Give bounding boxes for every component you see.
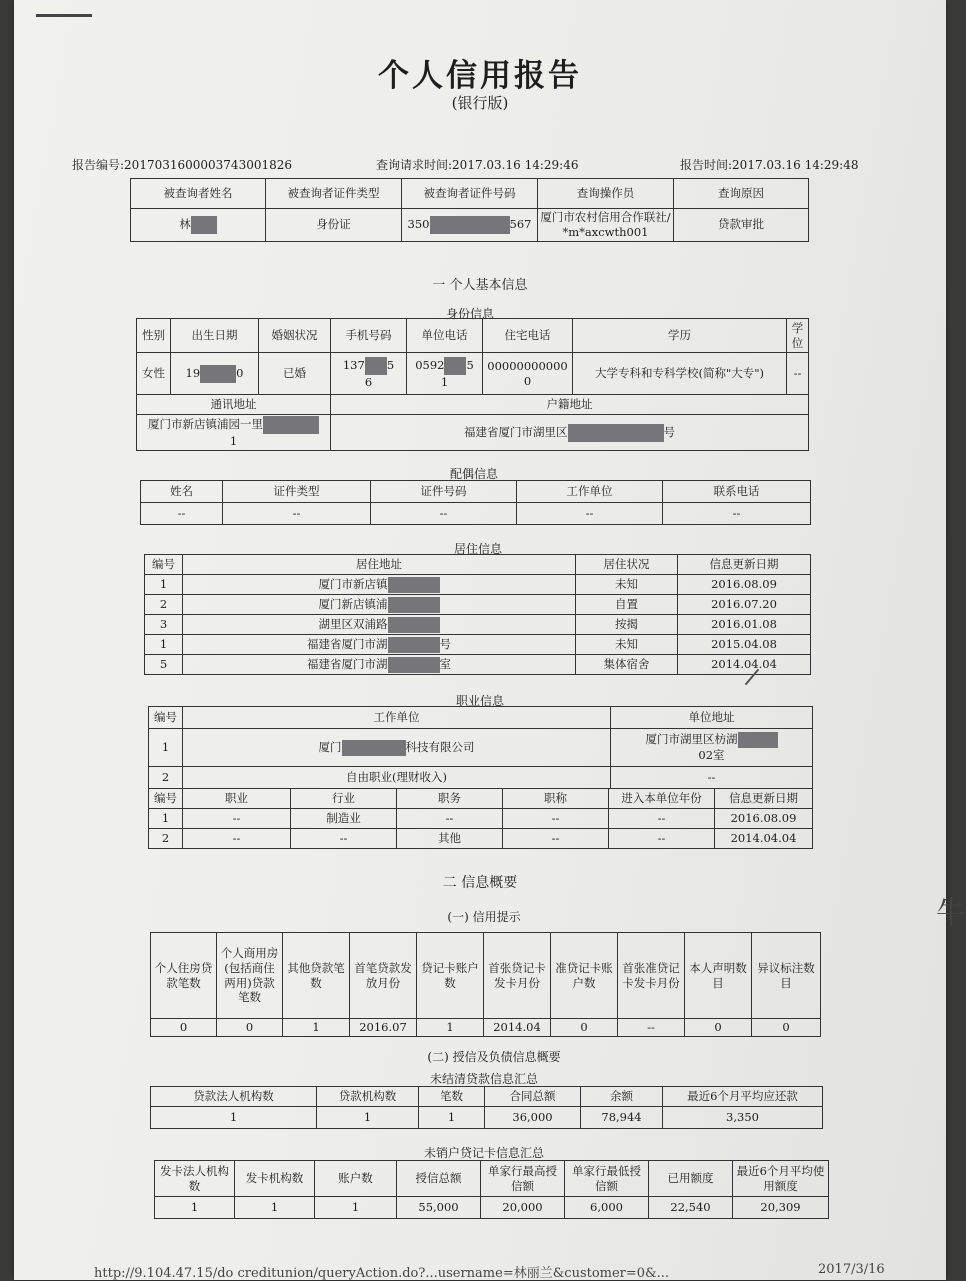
credit-hint-table <box>150 932 821 1037</box>
cards-header: 最近6个月平均使用额度 <box>733 1161 829 1197</box>
credit-hint-value: -- <box>618 1019 685 1037</box>
report-paper <box>14 0 966 1281</box>
birth-suffix: 0 <box>236 365 244 380</box>
loans-value: 1 <box>317 1107 419 1129</box>
workphone-tail: 1 <box>440 375 449 390</box>
residence-no: 2 <box>145 595 183 615</box>
identity-mobile-cell <box>331 353 407 395</box>
occupation-header: 职务 <box>397 789 503 809</box>
identity-marital: 已婚 <box>259 353 331 395</box>
residence-addr-cell <box>183 635 576 655</box>
identity-homephone-cell <box>483 353 573 395</box>
mail-addr: 厦门市新店镇浦园一里 <box>148 417 263 432</box>
redaction-block <box>342 740 406 756</box>
occupation-header: 职业 <box>183 789 291 809</box>
cards-value: 20,000 <box>481 1197 565 1219</box>
credit-hint-header: 首张准贷记卡发卡月份 <box>618 933 685 1019</box>
residence-addr-cell <box>183 595 576 615</box>
redaction-block <box>388 577 440 593</box>
redaction-block <box>388 637 440 653</box>
loans-value: 78,944 <box>581 1107 663 1129</box>
top-dash <box>36 14 92 17</box>
query-header: 被查询者证件号码 <box>402 179 538 209</box>
identity-gender: 女性 <box>137 353 171 395</box>
occupation-table <box>148 706 813 789</box>
loans-header: 最近6个月平均应还款 <box>663 1087 823 1107</box>
query-id-suffix: 567 <box>509 216 532 231</box>
spouse-title: 配偶信息 <box>449 467 498 481</box>
cards-value: 20,309 <box>733 1197 829 1219</box>
residence-addr: 厦门市新店镇 <box>318 576 388 591</box>
query-header: 被查询者证件类型 <box>266 179 402 209</box>
reg-addr-cell <box>331 415 809 451</box>
occupation-unit-suffix: 科技有限公司 <box>405 739 475 754</box>
residence-table <box>144 554 811 675</box>
query-name-cell <box>131 209 266 242</box>
cards-value: 22,540 <box>649 1197 733 1219</box>
residence-date: 2015.04.08 <box>678 635 811 655</box>
occupation-no: 2 <box>149 767 183 789</box>
residence-no: 1 <box>145 575 183 595</box>
table-row <box>149 829 813 849</box>
credit-hint-header: 异议标注数目 <box>752 933 821 1019</box>
loans-header: 余额 <box>581 1087 663 1107</box>
redaction-block <box>568 424 664 442</box>
query-operator: 厦门市农村信用合作联社/*m*axcwth001 <box>538 209 674 242</box>
cards-header: 发卡机构数 <box>235 1161 315 1197</box>
loans-value: 3,350 <box>663 1107 823 1129</box>
redaction-block <box>263 416 319 434</box>
occupation-position: 其他 <box>397 829 503 849</box>
occupation-header: 信息更新日期 <box>715 789 813 809</box>
occupation-title: 职业信息 <box>455 694 504 708</box>
section1-title: 一 个人基本信息 <box>432 278 528 293</box>
cards-header: 已用额度 <box>649 1161 733 1197</box>
residence-no: 1 <box>145 635 183 655</box>
redaction-block <box>388 617 440 633</box>
spouse-value: -- <box>141 503 223 525</box>
reg-addr-label: 户籍地址 <box>331 395 809 415</box>
occupation-unit-prefix: 厦门 <box>318 739 342 754</box>
loans-value: 1 <box>151 1107 317 1129</box>
workphone-suffix: 5 <box>466 358 474 373</box>
credit-hint-value: 1 <box>283 1019 350 1037</box>
identity-table <box>136 318 809 395</box>
spouse-value: -- <box>663 503 811 525</box>
cards-header: 账户数 <box>315 1161 397 1197</box>
credit-hint-value: 1 <box>417 1019 484 1037</box>
residence-no: 5 <box>145 655 183 675</box>
residence-addr-cell <box>183 575 576 595</box>
table-row <box>145 595 811 615</box>
occupation-header: 职称 <box>503 789 609 809</box>
residence-addr: 福建省厦门市湖 <box>307 656 388 671</box>
identity-workphone-cell <box>407 353 483 395</box>
redaction-block <box>388 597 440 613</box>
reg-addr-suffix: 号 <box>663 424 675 439</box>
spouse-header: 联系电话 <box>663 481 811 503</box>
loans-title: 未结清贷款信息汇总 <box>429 1072 538 1086</box>
residence-date: 2016.08.09 <box>678 575 811 595</box>
occupation-job: -- <box>183 809 291 829</box>
identity-header: 出生日期 <box>171 319 259 353</box>
residence-addr: 厦门新店镇浦 <box>318 596 388 611</box>
table-row <box>145 575 811 595</box>
reg-addr: 福建省厦门市湖里区 <box>464 424 568 439</box>
spouse-header: 工作单位 <box>517 481 663 503</box>
mobile-tail: 6 <box>364 375 373 390</box>
spouse-header: 证件号码 <box>371 481 517 503</box>
residence-header: 居住地址 <box>183 555 576 575</box>
residence-status: 自置 <box>576 595 678 615</box>
query-reason: 贷款审批 <box>674 209 809 242</box>
table-row <box>149 767 813 789</box>
residence-date: 2016.01.08 <box>678 615 811 635</box>
credit-hint-header: 本人声明数目 <box>685 933 752 1019</box>
redaction-block <box>738 732 778 748</box>
occupation-date: 2016.08.09 <box>715 809 813 829</box>
occupation-unit-cell <box>183 729 611 767</box>
loans-header: 贷款机构数 <box>317 1087 419 1107</box>
table-row <box>145 615 811 635</box>
cards-header: 单家行最高授信额 <box>481 1161 565 1197</box>
cards-value: 55,000 <box>397 1197 481 1219</box>
loans-header: 贷款法人机构数 <box>151 1087 317 1107</box>
residence-addr: 福建省厦门市湖 <box>307 636 388 651</box>
identity-birth-cell <box>171 353 259 395</box>
identity-header: 手机号码 <box>331 319 407 353</box>
credit-hint-value: 0 <box>551 1019 618 1037</box>
credit-hint-header: 首张贷记卡发卡月份 <box>484 933 551 1019</box>
residence-addr-cell <box>183 655 576 675</box>
redaction-block <box>444 357 466 375</box>
spouse-value: -- <box>223 503 371 525</box>
residence-status: 未知 <box>576 575 678 595</box>
debt-summary-title: (二) 授信及负债信息概要 <box>427 1050 561 1064</box>
residence-status: 按揭 <box>576 615 678 635</box>
spouse-value: -- <box>517 503 663 525</box>
query-name: 林 <box>179 216 191 231</box>
residence-addr-suffix: 室 <box>439 656 451 671</box>
identity-header: 性别 <box>137 319 171 353</box>
credit-hint-header: 个人商用房(包括商住两用)贷款笔数 <box>217 933 283 1019</box>
spouse-table <box>140 480 811 525</box>
residence-addr-suffix: 号 <box>439 636 451 651</box>
query-header: 查询操作员 <box>538 179 674 209</box>
residence-header: 编号 <box>145 555 183 575</box>
occupation-industry: 制造业 <box>291 809 397 829</box>
query-header: 查询原因 <box>674 179 809 209</box>
occupation-year: -- <box>609 809 715 829</box>
occupation-no: 2 <box>149 829 183 849</box>
occupation-header: 单位地址 <box>611 707 813 729</box>
redaction-block <box>365 357 387 375</box>
loans-table <box>150 1086 823 1129</box>
query-id-prefix: 350 <box>407 216 430 231</box>
loans-header: 笔数 <box>419 1087 485 1107</box>
residence-date: 2014.04.04 <box>678 655 811 675</box>
credit-hint-value: 0 <box>752 1019 821 1037</box>
query-header: 被查询者姓名 <box>131 179 266 209</box>
homephone: 00000000000 <box>487 358 568 373</box>
occupation-unit: 自由职业(理财收入) <box>183 767 611 789</box>
identity-header: 婚姻状况 <box>259 319 331 353</box>
cards-header: 单家行最低授信额 <box>565 1161 649 1197</box>
occupation-title-cell: -- <box>503 809 609 829</box>
cards-table <box>154 1160 829 1219</box>
residence-header: 居住状况 <box>576 555 678 575</box>
credit-hint-header: 个人住房贷款笔数 <box>151 933 217 1019</box>
mobile-prefix: 137 <box>342 358 365 373</box>
spouse-value: -- <box>371 503 517 525</box>
workphone-prefix: 0592 <box>415 358 445 373</box>
credit-hint-value: 0 <box>685 1019 752 1037</box>
occupation-addr-tail: 02室 <box>698 748 725 763</box>
credit-hint-header: 首笔贷款发放月份 <box>350 933 417 1019</box>
loans-value: 1 <box>419 1107 485 1129</box>
occupation-header: 进入本单位年份 <box>609 789 715 809</box>
identity-header: 学位 <box>787 319 809 353</box>
homephone-tail: 0 <box>523 373 532 388</box>
residence-title: 居住信息 <box>453 542 502 556</box>
cards-value: 6,000 <box>565 1197 649 1219</box>
credit-hint-header: 其他贷款笔数 <box>283 933 350 1019</box>
section2-title: 二 信息概要 <box>442 875 518 891</box>
occupation-addr-cell <box>611 729 813 767</box>
cards-title: 未销户贷记卡信息汇总 <box>423 1146 544 1160</box>
residence-header: 信息更新日期 <box>678 555 811 575</box>
query-id-type: 身份证 <box>266 209 402 242</box>
redaction-block <box>200 365 236 383</box>
credit-hint-value: 0 <box>217 1019 283 1037</box>
mail-addr-tail: 1 <box>229 434 238 449</box>
cards-header: 发卡法人机构数 <box>155 1161 235 1197</box>
occupation-no: 1 <box>149 729 183 767</box>
credit-hint-value: 2016.07 <box>350 1019 417 1037</box>
report-number: 报告编号:2017031600003743001826 <box>72 158 293 172</box>
occupation-header: 行业 <box>291 789 397 809</box>
cards-header: 授信总额 <box>397 1161 481 1197</box>
identity-header: 住宅电话 <box>483 319 573 353</box>
credit-hint-title: (一) 信用提示 <box>447 910 521 924</box>
cards-value: 1 <box>235 1197 315 1219</box>
occupation-job: -- <box>183 829 291 849</box>
occupation-header: 编号 <box>149 789 183 809</box>
residence-no: 3 <box>145 615 183 635</box>
occupation-year: -- <box>609 829 715 849</box>
cards-value: 1 <box>155 1197 235 1219</box>
birth-prefix: 19 <box>185 365 201 380</box>
occupation-addr: 厦门市湖里区枋湖 <box>645 732 738 747</box>
identity-header: 单位电话 <box>407 319 483 353</box>
cards-value: 1 <box>315 1197 397 1219</box>
table-row <box>149 729 813 767</box>
report-time: 报告时间:2017.03.16 14:29:48 <box>680 158 859 172</box>
credit-hint-value: 2014.04 <box>484 1019 551 1037</box>
occupation-addr: -- <box>611 767 813 789</box>
report-subtitle: (银行版) <box>451 94 509 112</box>
residence-status: 未知 <box>576 635 678 655</box>
spouse-header: 姓名 <box>141 481 223 503</box>
residence-status: 集体宿舍 <box>576 655 678 675</box>
identity-education: 大学专科和专科学校(简称"大专") <box>573 353 787 395</box>
identity-title: 身份信息 <box>445 307 494 321</box>
occupation-header: 工作单位 <box>183 707 611 729</box>
credit-hint-header: 准贷记卡账户数 <box>551 933 618 1019</box>
mail-addr-cell <box>137 415 331 451</box>
spouse-header: 证件类型 <box>223 481 371 503</box>
query-id-cell <box>402 209 538 242</box>
address-table <box>136 394 809 451</box>
mobile-suffix: 5 <box>386 358 395 373</box>
mail-addr-label: 通讯地址 <box>137 395 331 415</box>
redaction-block <box>430 216 510 234</box>
identity-header: 学历 <box>573 319 787 353</box>
redaction-block <box>191 216 217 234</box>
footer-date: 2017/3/16 <box>818 1262 885 1277</box>
query-table <box>130 178 809 242</box>
query-time: 查询请求时间:2017.03.16 14:29:46 <box>376 158 579 172</box>
table-row <box>145 635 811 655</box>
loans-header: 合同总额 <box>485 1087 581 1107</box>
footer-url: http://9.104.47.15/do creditunion/queryAction.do?...username=林丽兰&customer=0&... <box>94 1266 670 1281</box>
identity-degree: -- <box>787 353 809 395</box>
table-row <box>149 809 813 829</box>
loans-value: 36,000 <box>485 1107 581 1129</box>
occupation-title-cell: -- <box>503 829 609 849</box>
handwritten-margin-note: 牛 <box>936 896 966 931</box>
residence-addr-cell <box>183 615 576 635</box>
occupation-position: -- <box>397 809 503 829</box>
residence-addr: 湖里区双浦路 <box>318 616 388 631</box>
occupation-date: 2014.04.04 <box>715 829 813 849</box>
occupation-industry: -- <box>291 829 397 849</box>
credit-hint-value: 0 <box>151 1019 217 1037</box>
residence-date: 2016.07.20 <box>678 595 811 615</box>
report-title: 个人信用报告 <box>378 58 582 94</box>
table-row <box>145 655 811 675</box>
occupation-header: 编号 <box>149 707 183 729</box>
occupation-detail-table <box>148 788 813 849</box>
redaction-block <box>388 657 440 673</box>
credit-hint-header: 贷记卡账户数 <box>417 933 484 1019</box>
occupation-no: 1 <box>149 809 183 829</box>
